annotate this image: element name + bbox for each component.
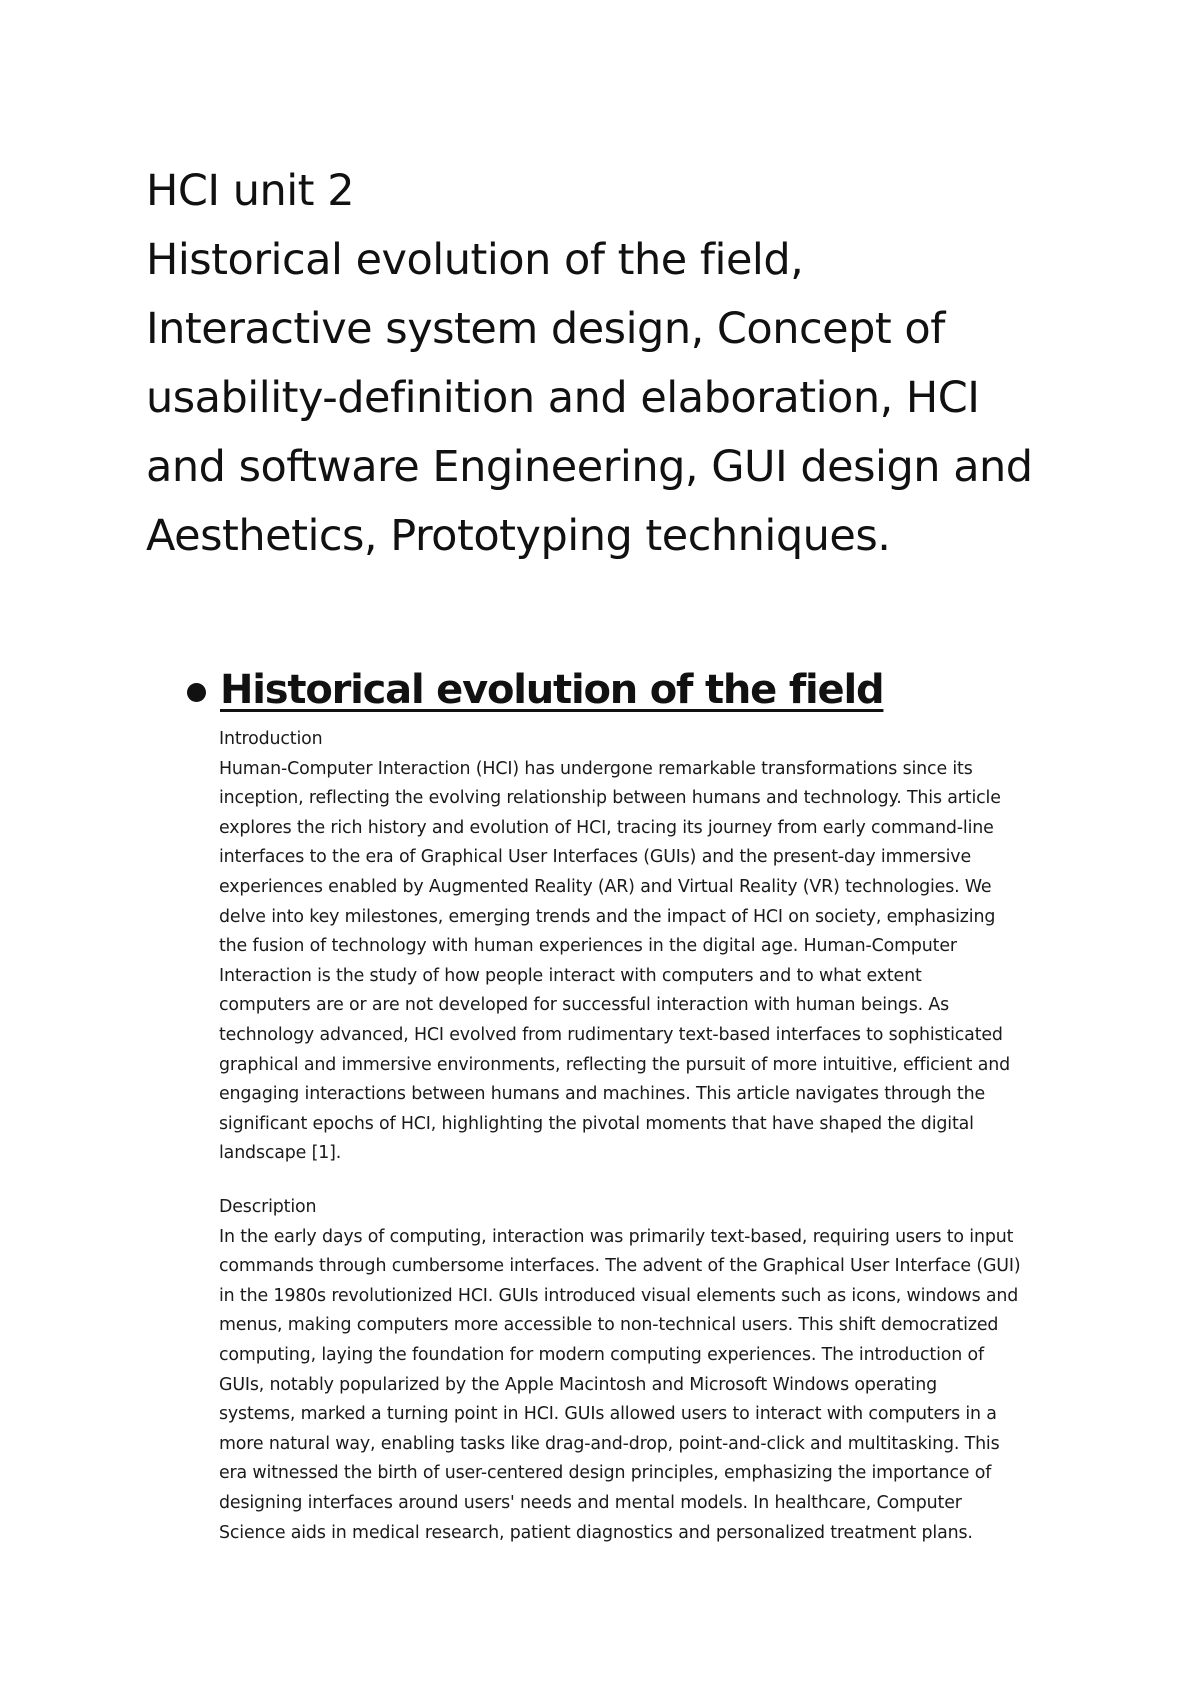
paragraph-line: engaging interactions between humans and machines. This article navigates through the [219, 1084, 985, 1105]
introduction-label: Introduction [219, 729, 323, 749]
section-historical-evolution [187, 660, 1087, 720]
section-heading [187, 660, 1087, 720]
paragraph-line: era witnessed the birth of user-centered design principles, emphasizing the importance of [219, 1463, 992, 1484]
paragraph-line: Interaction is the study of how people interact with computers and to what extent [219, 965, 922, 986]
title-line: Interactive system design, Concept of [146, 304, 945, 354]
bullet-icon [187, 683, 206, 702]
paragraph-line: landscape [1]. [219, 1143, 342, 1164]
section-heading-text: Historical evolution of the field [220, 667, 884, 713]
paragraph-line: Science aids in medical research, patient diagnostics and personalized treatment plans. [219, 1522, 973, 1543]
paragraph-line: experiences enabled by Augmented Reality (AR) and Virtual Reality (VR) technologies. We [219, 876, 992, 897]
paragraph-line: computers are or are not developed for successful interaction with human beings. As [219, 995, 950, 1016]
paragraph-line: In the early days of computing, interaction was primarily text-based, requiring users to input [219, 1226, 1014, 1247]
paragraph-line: menus, making computers more accessible to non-technical users. This shift democratized [219, 1315, 999, 1336]
paragraph-line: systems, marked a turning point in HCI. GUIs allowed users to interact with computers in a [219, 1404, 997, 1425]
paragraph-line: technology advanced, HCI evolved from rudimentary text-based interfaces to sophisticated [219, 1024, 1003, 1045]
paragraph-line: explores the rich history and evolution of HCI, tracing its journey from early command-line [219, 817, 994, 838]
title-line: Historical evolution of the field, [146, 235, 804, 285]
paragraph-line: graphical and immersive environments, reflecting the pursuit of more intuitive, efficient and [219, 1054, 1010, 1075]
title-line: HCI unit 2 [146, 166, 355, 216]
paragraph-line: the fusion of technology with human experiences in the digital age. Human-Computer [219, 936, 957, 957]
paragraph-line: delve into key milestones, emerging trends and the impact of HCI on society, emphasizing [219, 906, 996, 927]
paragraph-line: interfaces to the era of Graphical User Interfaces (GUIs) and the present-day immersive [219, 847, 971, 868]
introduction-block [219, 725, 1069, 1169]
paragraph-line: in the 1980s revolutionized HCI. GUIs introduced visual elements such as icons, windows and [219, 1285, 1019, 1306]
description-block [219, 1193, 1069, 1548]
document-title [146, 157, 1106, 571]
paragraph-line: more natural way, enabling tasks like drag-and-drop, point-and-click and multitasking. This [219, 1433, 1000, 1454]
paragraph-line: GUIs, notably popularized by the Apple Macintosh and Microsoft Windows operating [219, 1374, 937, 1395]
paragraph-line: designing interfaces around users' needs and mental models. In healthcare, Computer [219, 1492, 962, 1513]
paragraph-line: significant epochs of HCI, highlighting the pivotal moments that have shaped the digital [219, 1113, 974, 1134]
paragraph-line: commands through cumbersome interfaces. The advent of the Graphical User Interface (GUI) [219, 1256, 1021, 1277]
title-line: and software Engineering, GUI design and [146, 442, 1033, 492]
description-label: Description [219, 1197, 317, 1217]
paragraph-line: inception, reflecting the evolving relationship between humans and technology. This article [219, 788, 1001, 809]
title-line: Aesthetics, Prototyping techniques. [146, 511, 891, 561]
paragraph-line: Human-Computer Interaction (HCI) has undergone remarkable transformations since its [219, 758, 973, 779]
paragraph-line: computing, laying the foundation for modern computing experiences. The introduction of [219, 1344, 984, 1365]
title-line: usability-definition and elaboration, HCI [146, 373, 980, 423]
